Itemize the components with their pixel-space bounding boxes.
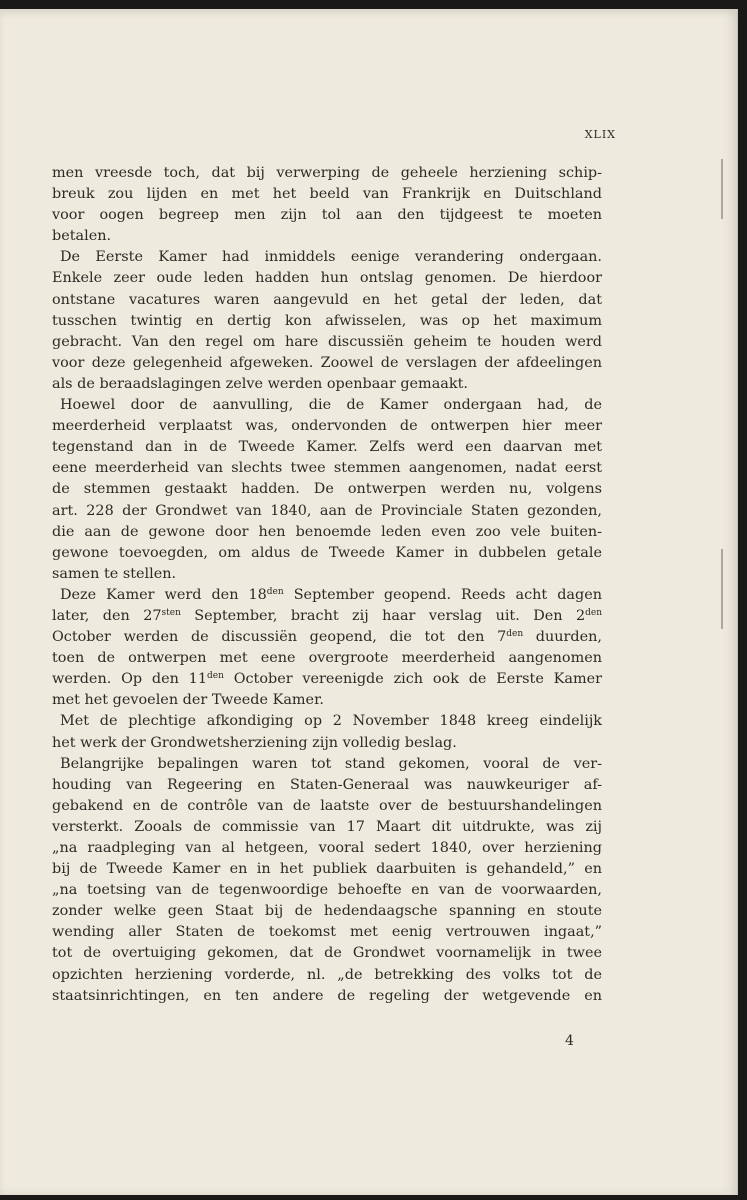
text-line: gebracht. Van den regel om hare discussiën geheim te houden werd (52, 333, 602, 350)
text-line: art. 228 der Grondwet van 1840, aan de Provinciale Staten gezonden, (52, 502, 602, 519)
text-line: staatsinrichtingen, en ten andere de regeling der wetgevende en (52, 987, 602, 1004)
text-line: Belangrijke bepalingen waren tot stand gekomen, vooral de ver- (60, 755, 602, 772)
text-line: als de beraadslagingen zelve werden openbaar gemaakt. (52, 375, 468, 392)
text-line: met het gevoelen der Tweede Kamer. (52, 692, 324, 709)
text-line: betalen. (52, 228, 112, 245)
text-line: die aan de gewone door hen benoemde leden even zoo vele buiten- (52, 523, 602, 540)
text-line: toen de ontwerpen met eene overgroote meerderheid aangenomen (52, 650, 602, 667)
text-line: voor deze gelegenheid afgeweken. Zoowel de verslagen der afdeelingen (52, 354, 602, 371)
text-line: houding van Regeering en Staten-Generaal was nauwkeuriger af- (52, 776, 602, 793)
text-line: „na toetsing van de tegenwoordige behoefte en van de voorwaarden, (52, 882, 602, 899)
text-line: voor oogen begreep men zijn tol aan den tijdgeest te moeten (52, 207, 602, 224)
text-line: gewone toevoegden, om aldus de Tweede Kamer in dubbelen getale (52, 544, 602, 561)
page-edge-shadow (721, 159, 723, 219)
signature-mark: 4 (565, 1033, 574, 1049)
text-line: zonder welke geen Staat bij de hedendaagsche spanning en stoute (52, 903, 602, 920)
text-line: October werden de discussiën geopend, die tot den $7^{den}$ duurden, (52, 629, 602, 646)
text-line: eene meerderheid van slechts twee stemmen aangenomen, nadat eerst (52, 460, 602, 477)
text-line: Enkele zeer oude leden hadden hun ontslag genomen. De hierdoor (52, 270, 602, 287)
text-line: tot de overtuiging gekomen, dat de Grondwet voornamelijk in twee (52, 945, 602, 962)
text-line: opzichten herziening vorderde, nl. „de betrekking des volks tot de (52, 966, 602, 983)
text-line: breuk zou lijden en met het beeld van Frankrijk en Duitschland (52, 186, 602, 203)
text-line: „na raadpleging van al hetgeen, vooral sedert 1840, over herziening (52, 840, 602, 856)
text-line: later, den $27^{sten}$ September, bracht zij haar verslag uit. Den $2^{den}$ (52, 607, 602, 624)
text-line: versterkt. Zooals de commissie van 17 Maart dit uitdrukte, was zij (52, 818, 602, 835)
body-text (52, 163, 602, 1007)
text-line: bij de Tweede Kamer en in het publiek daarbuiten is gehandeld,” en (52, 861, 602, 878)
text-line: ontstane vacatures waren aangevuld en het getal der leden, dat (52, 291, 602, 308)
text-line: werden. Op den $11^{den}$ October vereenigde zich ook de Eerste Kamer (52, 671, 603, 688)
text-line: Hoewel door de aanvulling, die de Kamer ondergaan had, de (60, 397, 602, 414)
text-line: Met de plechtige afkondiging op 2 November 1848 kreeg eindelijk (60, 713, 602, 730)
text-line: De Eerste Kamer had inmiddels eenige verandering ondergaan. (60, 249, 602, 266)
text-line: samen te stellen. (52, 565, 177, 582)
text-line: wending aller Staten de toekomst met eenig vertrouwen ingaat,” (52, 924, 602, 941)
text-line: de stemmen gestaakt hadden. De ontwerpen werden nu, volgens (52, 481, 602, 498)
text-line: het werk der Grondwetsherziening zijn volledig beslag. (52, 734, 457, 751)
text-line: gebakend en de contrôle van de laatste over de bestuurshandelingen (52, 797, 602, 814)
page-edge-shadow (721, 549, 723, 629)
text-line: tusschen twintig en dertig kon afwisselen, was op het maximum (52, 312, 602, 329)
text-line: meerderheid verplaatst was, ondervonden de ontwerpen hier meer (52, 418, 602, 435)
text-line: men vreesde toch, dat bij verwerping de geheele herziening schip- (52, 165, 602, 181)
page-folio: XLIX (584, 128, 616, 141)
text-line: tegenstand dan in de Tweede Kamer. Zelfs werd een daarvan met (52, 439, 602, 456)
text-line: Deze Kamer werd den $18^{den}$ September geopend. Reeds acht dagen (60, 586, 602, 603)
